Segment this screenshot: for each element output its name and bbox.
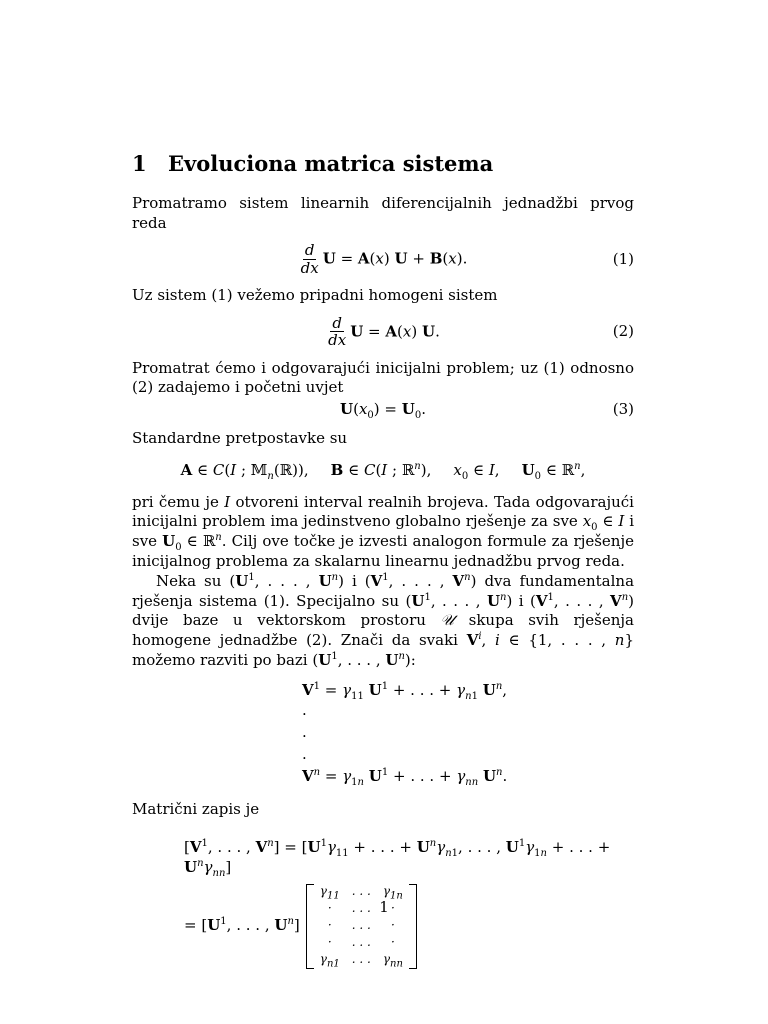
equation-number: (1) (612, 249, 634, 268)
assumptions-formula: A ∈ C(I ; 𝕄$_n$(ℝ)), B ∈ C(I ; ℝ$^n$), $x_0$ ∈ I, $U_0$ ∈ ℝ$^n$, (180, 460, 586, 482)
paragraph-existence: pri čemu je I otvoreni interval realnih brojeva. Tada odgovarajući inicijalni problem ima jedinstveno globalno rješenje za sve $x_0$ ∈ I i sve $U_0$ ∈ ℝ$^n$. Cilj ove točke je izvesti analogon formule za rješenje inicijalnog problema za skalarnu linearnu jednadžbu prvog reda. (132, 492, 634, 570)
equation-2: $\frac{d}{dx}$ U = A(x) U. (2) (328, 313, 634, 350)
gamma-matrix: $\gamma_{11}$ . . . $\gamma_{1n}$ · . . . · · . . . · · . . . · $\gamma_{n1}$ . . . $\gamma_{nn}$ (306, 884, 417, 969)
paragraph-intro: Promatramo sistem linearnih diferencijalnih jednadžbi prvog reda (132, 193, 634, 232)
paragraph-fundamental-solutions: Neka su ($U^1$, . . . , $U^n$) i ($V^1$, . . . , $V^n$) dva fundamentalna rješenja sistema (1). Specijalno su ($U^1$, . . . , $U^n$) i ($V^1$, . . . , $V^n$) dvije baze u vektorskom prostoru 𝒰 skupa svih rješenja homogene jednadžbe (2). Znači da svaki $V^i$, i ∈ {1, . . . , n} možemo razviti po bazi ($U^1$, . . . , $U^n$): (132, 571, 635, 669)
section-title: Evoluciona matrica sistema (168, 151, 494, 176)
paragraph-matrix-form: Matrični zapis je (132, 800, 260, 819)
matrix-equation-line: [$V^1$, . . . , $V^n] = [U^1\gamma_{11}$ + . . . + $U^n\gamma_{n1}$, . . . , $U^1\gamma_{1n}$ + . . . + $U^n\gamma_{nn}$] (184, 838, 611, 879)
equation-number: (2) (612, 322, 634, 341)
paragraph-homogeneous: Uz sistem (1) vežemo pripadni homogeni sistem (132, 286, 498, 305)
page-content (132, 150, 634, 969)
section-heading (132, 150, 634, 178)
section-number: 1 (132, 151, 147, 176)
equation-1: $\frac{d}{dx}$ U = A(x) U + B(x). (1) (300, 241, 634, 277)
matrix-product: = [$U^1$, . . . , $U^n$] $\gamma_{11}$ . . . $\gamma_{1n}$ · . . . · · . . . · · . . . · $\gamma_{n1}$ . . . $\gamma_{nn}$ (184, 884, 634, 969)
equation-3: $U(x_0) = U_0$. (3) (339, 400, 634, 422)
paragraph-initial-problem: Promatrat ćemo i odgovarajući inicijalni problem; uz (1) odnosno (2) zadajemo i početni uvjet (132, 358, 634, 397)
equation-number: (3) (612, 400, 634, 419)
paragraph-assumptions: Standardne pretpostavke su (132, 429, 348, 447)
basis-expansion: $V^1 = \gamma_{11}$ $U^1$ + . . . + $\gamma_{n1}$ $U^n$, . . . $V^n = \gamma_{1n}$ $U^1$ + . . . + $\gamma_{nn}$ $U^n$. (302, 680, 508, 788)
page-number: 1 (379, 898, 389, 916)
